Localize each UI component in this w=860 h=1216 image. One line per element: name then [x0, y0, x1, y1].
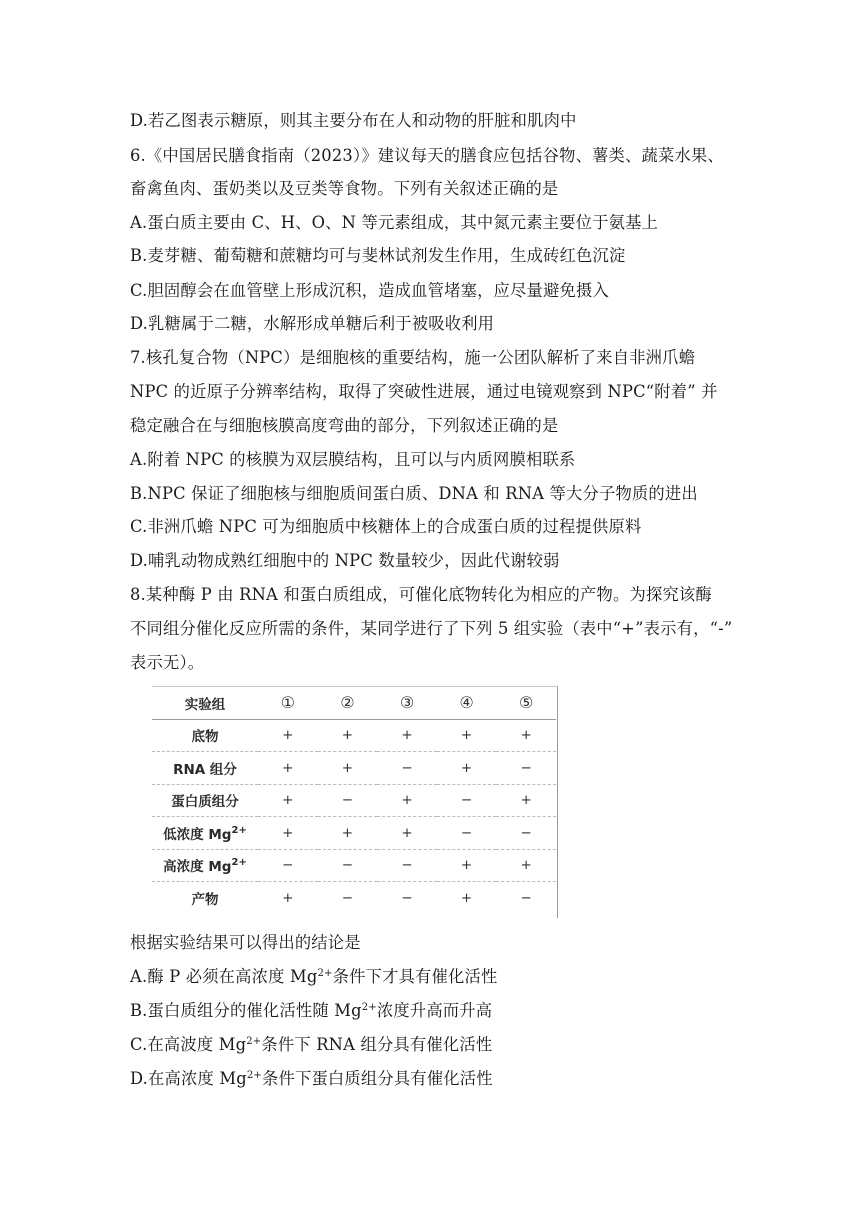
- option-text: 浓度升高而升高: [376, 1001, 493, 1020]
- table-row: [152, 719, 556, 752]
- table-cell: −: [437, 817, 497, 850]
- row-label-sup: 2+: [231, 824, 247, 836]
- table-cell: +: [282, 889, 294, 906]
- option-8c: [130, 1035, 740, 1055]
- table-cell: +: [437, 752, 497, 785]
- table-cell: −: [401, 889, 413, 906]
- option-text: B.蛋白质组分的催化活性随 Mg: [130, 1001, 362, 1020]
- row-label: [152, 719, 258, 752]
- table-cell: −: [437, 784, 497, 817]
- option-7b: B.NPC 保证了细胞核与细胞质间蛋白质、DNA 和 RNA 等大分子物质的进出: [130, 484, 698, 503]
- option-7c: C.非洲爪蟾 NPC 可为细胞质中核糖体上的合成蛋白质的过程提供原料: [130, 517, 642, 536]
- header-cell: ④: [437, 687, 497, 719]
- header-cell: ①: [258, 687, 318, 719]
- row-label: [152, 784, 258, 817]
- table-cell: +: [258, 817, 318, 850]
- table-row: [152, 882, 556, 914]
- table-cell: −: [520, 889, 532, 906]
- table-row: [152, 752, 556, 785]
- option-7a: A.附着 NPC 的核膜为双层膜结构，且可以与内质网膜相联系: [130, 450, 576, 469]
- table-cell: +: [460, 889, 473, 906]
- option-6b: B.麦芽糖、葡萄糖和蔗糖均可与斐林试剂发生作用，生成砖红色沉淀: [130, 246, 626, 265]
- table-cell: +: [496, 849, 556, 882]
- table-cell: +: [496, 784, 556, 817]
- option-text: 条件下 RNA 组分具有催化活性: [261, 1035, 493, 1054]
- option-8a: [130, 967, 740, 987]
- table-cell: +: [437, 719, 497, 752]
- header-cell: ⑤: [496, 687, 556, 719]
- table-cell: −: [496, 817, 556, 850]
- text-line: NPC 的近原子分辨率结构，取得了突破性进展，通过电镜观察到 NPC“附着” 并: [130, 382, 718, 401]
- table-cell: +: [258, 719, 318, 752]
- row-label-text: 低浓度 Mg: [163, 826, 232, 843]
- row-label-text: RNA 组分: [173, 761, 237, 778]
- text-line: 表示无）。: [130, 653, 205, 672]
- table-cell: −: [341, 889, 354, 906]
- header-label: 实验组: [152, 687, 258, 719]
- table-cell: +: [377, 784, 437, 817]
- table-cell: −: [258, 849, 318, 882]
- row-label-text: 高浓度 Mg: [163, 859, 232, 876]
- option-sup: 2+: [361, 1002, 377, 1013]
- experiment-table: [152, 686, 558, 918]
- table-cell: −: [377, 849, 437, 882]
- table-cell: +: [258, 752, 318, 785]
- question-8-stem: 8.某种酶 P 由 RNA 和蛋白质组成，可催化底物转化为相应的产物。为探究该酶: [130, 585, 712, 604]
- table-row: [152, 817, 556, 850]
- row-label-text: 蛋白质组分: [171, 794, 239, 811]
- table-cell: −: [318, 849, 378, 882]
- table-row: [152, 849, 556, 882]
- row-label: [152, 882, 258, 914]
- row-label: [152, 817, 258, 850]
- question-6-stem: 6.《中国居民膳食指南（2023）》建议每天的膳食应包括谷物、薯类、蔬菜水果、: [130, 146, 724, 165]
- table-cell: +: [377, 719, 437, 752]
- option-text: 条件下才具有催化活性: [332, 967, 498, 986]
- table-cell: +: [318, 752, 378, 785]
- option-sup: 2+: [246, 1036, 262, 1047]
- option-sup: 2+: [317, 968, 333, 979]
- row-label-sup: 2+: [231, 857, 247, 869]
- row-label: [152, 849, 258, 882]
- conclusion-stem: 根据实验结果可以得出的结论是: [130, 933, 361, 952]
- option-6a: A.蛋白质主要由 C、H、O、N 等元素组成，其中氮元素主要位于氨基上: [130, 213, 659, 232]
- row-label-text: 产物: [191, 891, 219, 908]
- option-7d: D.哺乳动物成熟红细胞中的 NPC 数量较少，因此代谢较弱: [130, 551, 560, 570]
- question-7-stem: 7.核孔复合物（NPC）是细胞核的重要结构，施一公团队解析了来自非洲爪蟾: [130, 348, 696, 367]
- row-label-text: 底物: [191, 729, 219, 746]
- option-text: C.在高波度 Mg: [130, 1035, 247, 1054]
- table-cell: −: [496, 752, 556, 785]
- text-line: 稳定融合在与细胞核膜高度弯曲的部分，下列叙述正确的是: [130, 416, 559, 435]
- header-cell: ②: [318, 687, 378, 719]
- table-cell: +: [377, 817, 437, 850]
- text-line: 畜禽鱼肉、蛋奶类以及豆类等食物。下列有关叙述正确的是: [130, 179, 559, 198]
- table-cell: +: [437, 849, 497, 882]
- table-cell: −: [318, 784, 378, 817]
- table-cell: +: [318, 817, 378, 850]
- option-8b: [130, 1001, 740, 1021]
- table-cell: +: [258, 784, 318, 817]
- table-row: [152, 784, 556, 817]
- option-6d: D.乳糖属于二糖，水解形成单糖后利于被吸收利用: [130, 314, 495, 333]
- option-text: D.在高浓度 Mg: [130, 1069, 247, 1088]
- text-line: 不同组分催化反应所需的条件，某同学进行了下列 5 组实验（表中“+”表示有，“-”: [130, 619, 733, 638]
- table-cell: +: [496, 719, 556, 752]
- row-label: [152, 752, 258, 785]
- table-cell: −: [377, 752, 437, 785]
- table-cell: +: [318, 719, 378, 752]
- table-header-row: [152, 687, 556, 719]
- option-sup: 2+: [246, 1070, 262, 1081]
- header-cell: ③: [377, 687, 437, 719]
- option-8d: [130, 1069, 740, 1089]
- option-text: A.酶 P 必须在高浓度 Mg: [130, 967, 318, 986]
- option-text: 条件下蛋白质组分具有催化活性: [262, 1069, 493, 1088]
- text-line: D.若乙图表示糖原，则其主要分布在人和动物的肝脏和肌肉中: [130, 111, 577, 130]
- option-6c: C.胆固醇会在血管壁上形成沉积，造成血管堵塞，应尽量避免摄入: [130, 281, 609, 300]
